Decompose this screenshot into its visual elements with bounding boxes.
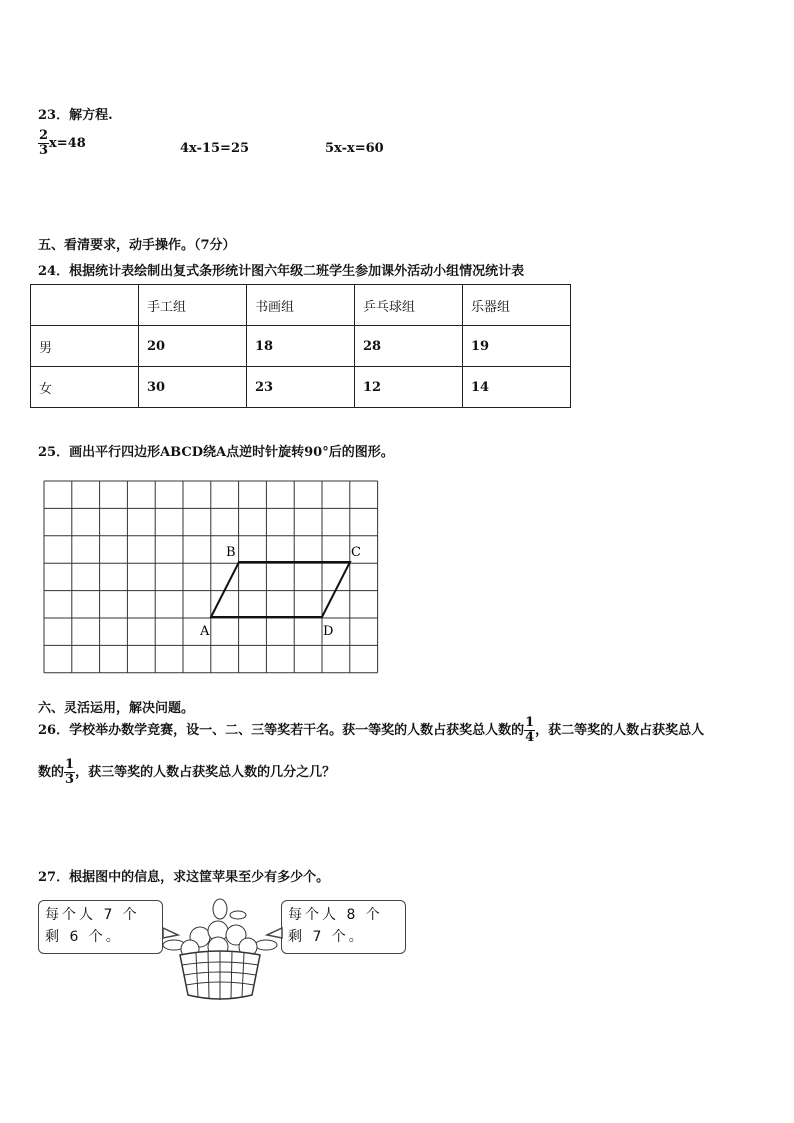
bubble-tail-right bbox=[267, 928, 282, 938]
fraction-one-third bbox=[64, 758, 75, 787]
table-header-cell: 乒乓球组 bbox=[355, 285, 463, 326]
leaf-icon bbox=[230, 911, 246, 919]
apple-basket-illustration bbox=[160, 895, 285, 1010]
speech-bubble-right bbox=[281, 900, 406, 954]
q24-title: 24．根据统计表绘制出复式条形统计图六年级二班学生参加课外活动小组情况统计表 bbox=[38, 264, 525, 279]
bubble-tail-left bbox=[163, 928, 178, 938]
fraction-two-thirds bbox=[38, 129, 49, 158]
point-a-label: A bbox=[200, 624, 210, 639]
table-cell: 18 bbox=[247, 326, 355, 367]
point-b-label: B bbox=[226, 545, 236, 560]
q26-text-part4: ，获三等奖的人数占获奖总人数的几分之几？ bbox=[75, 765, 336, 780]
leaf-icon bbox=[255, 940, 277, 950]
table-header-cell bbox=[31, 285, 139, 326]
fraction-denominator: 3 bbox=[39, 143, 49, 158]
q23-eq2: 4x-15=25 bbox=[180, 141, 250, 156]
fraction-denominator: 4 bbox=[525, 730, 535, 745]
section6-title: 六、灵活运用，解决问题。 bbox=[38, 701, 195, 716]
q25-title: 25．画出平行四边形ABCD绕A点逆时针旋转90°后的图形。 bbox=[38, 445, 394, 460]
speech-bubble-left bbox=[38, 900, 163, 954]
q27-title: 27．根据图中的信息，求这筐苹果至少有多少个。 bbox=[38, 870, 330, 885]
fraction-numerator: 2 bbox=[39, 128, 49, 143]
q23-eq1 bbox=[38, 129, 86, 158]
bubble-left-line1: 每个人 7 个 bbox=[45, 907, 140, 923]
table-header-cell: 乐器组 bbox=[463, 285, 571, 326]
table-cell: 30 bbox=[139, 367, 247, 408]
grid-figure bbox=[40, 478, 385, 678]
q23-title: 23．解方程. bbox=[38, 108, 113, 123]
fraction-numerator: 1 bbox=[65, 757, 75, 772]
leaf-icon bbox=[213, 899, 227, 919]
fraction-numerator: 1 bbox=[525, 715, 535, 730]
grid-lines bbox=[44, 481, 378, 673]
table-header-cell: 手工组 bbox=[139, 285, 247, 326]
point-c-label: C bbox=[351, 545, 361, 560]
fraction-denominator: 3 bbox=[65, 772, 75, 787]
table-header-row bbox=[31, 285, 571, 326]
row-label: 男 bbox=[31, 326, 139, 367]
table-cell: 23 bbox=[247, 367, 355, 408]
table-cell: 12 bbox=[355, 367, 463, 408]
bubble-right-line2: 剩 7 个。 bbox=[288, 929, 366, 945]
table-row bbox=[31, 326, 571, 367]
table-row bbox=[31, 367, 571, 408]
section5-title: 五、看清要求，动手操作。（7分） bbox=[38, 238, 236, 253]
parallelogram-abcd bbox=[211, 562, 350, 617]
eq1-rest: x=48 bbox=[49, 136, 86, 151]
q26-text-part1: 26．学校举办数学竞赛，设一、二、三等奖若干名。获一等奖的人数占获奖总人数的 bbox=[38, 723, 525, 738]
table-cell: 20 bbox=[139, 326, 247, 367]
q26-line2 bbox=[38, 758, 335, 787]
bubble-right-line1: 每个人 8 个 bbox=[288, 907, 383, 923]
q26-text-part3: 数的 bbox=[38, 765, 65, 780]
bubble-left-line2: 剩 6 个。 bbox=[45, 929, 123, 945]
q26-line1 bbox=[38, 716, 704, 745]
point-d-label: D bbox=[323, 624, 334, 639]
row-label: 女 bbox=[31, 367, 139, 408]
q23-eq3: 5x-x=60 bbox=[325, 141, 384, 156]
q26-text-part2: ，获二等奖的人数占获奖总人 bbox=[535, 723, 705, 738]
fraction-one-quarter bbox=[524, 716, 535, 745]
table-cell: 14 bbox=[463, 367, 571, 408]
stats-table bbox=[30, 284, 571, 408]
table-cell: 28 bbox=[355, 326, 463, 367]
table-cell: 19 bbox=[463, 326, 571, 367]
table-header-cell: 书画组 bbox=[247, 285, 355, 326]
